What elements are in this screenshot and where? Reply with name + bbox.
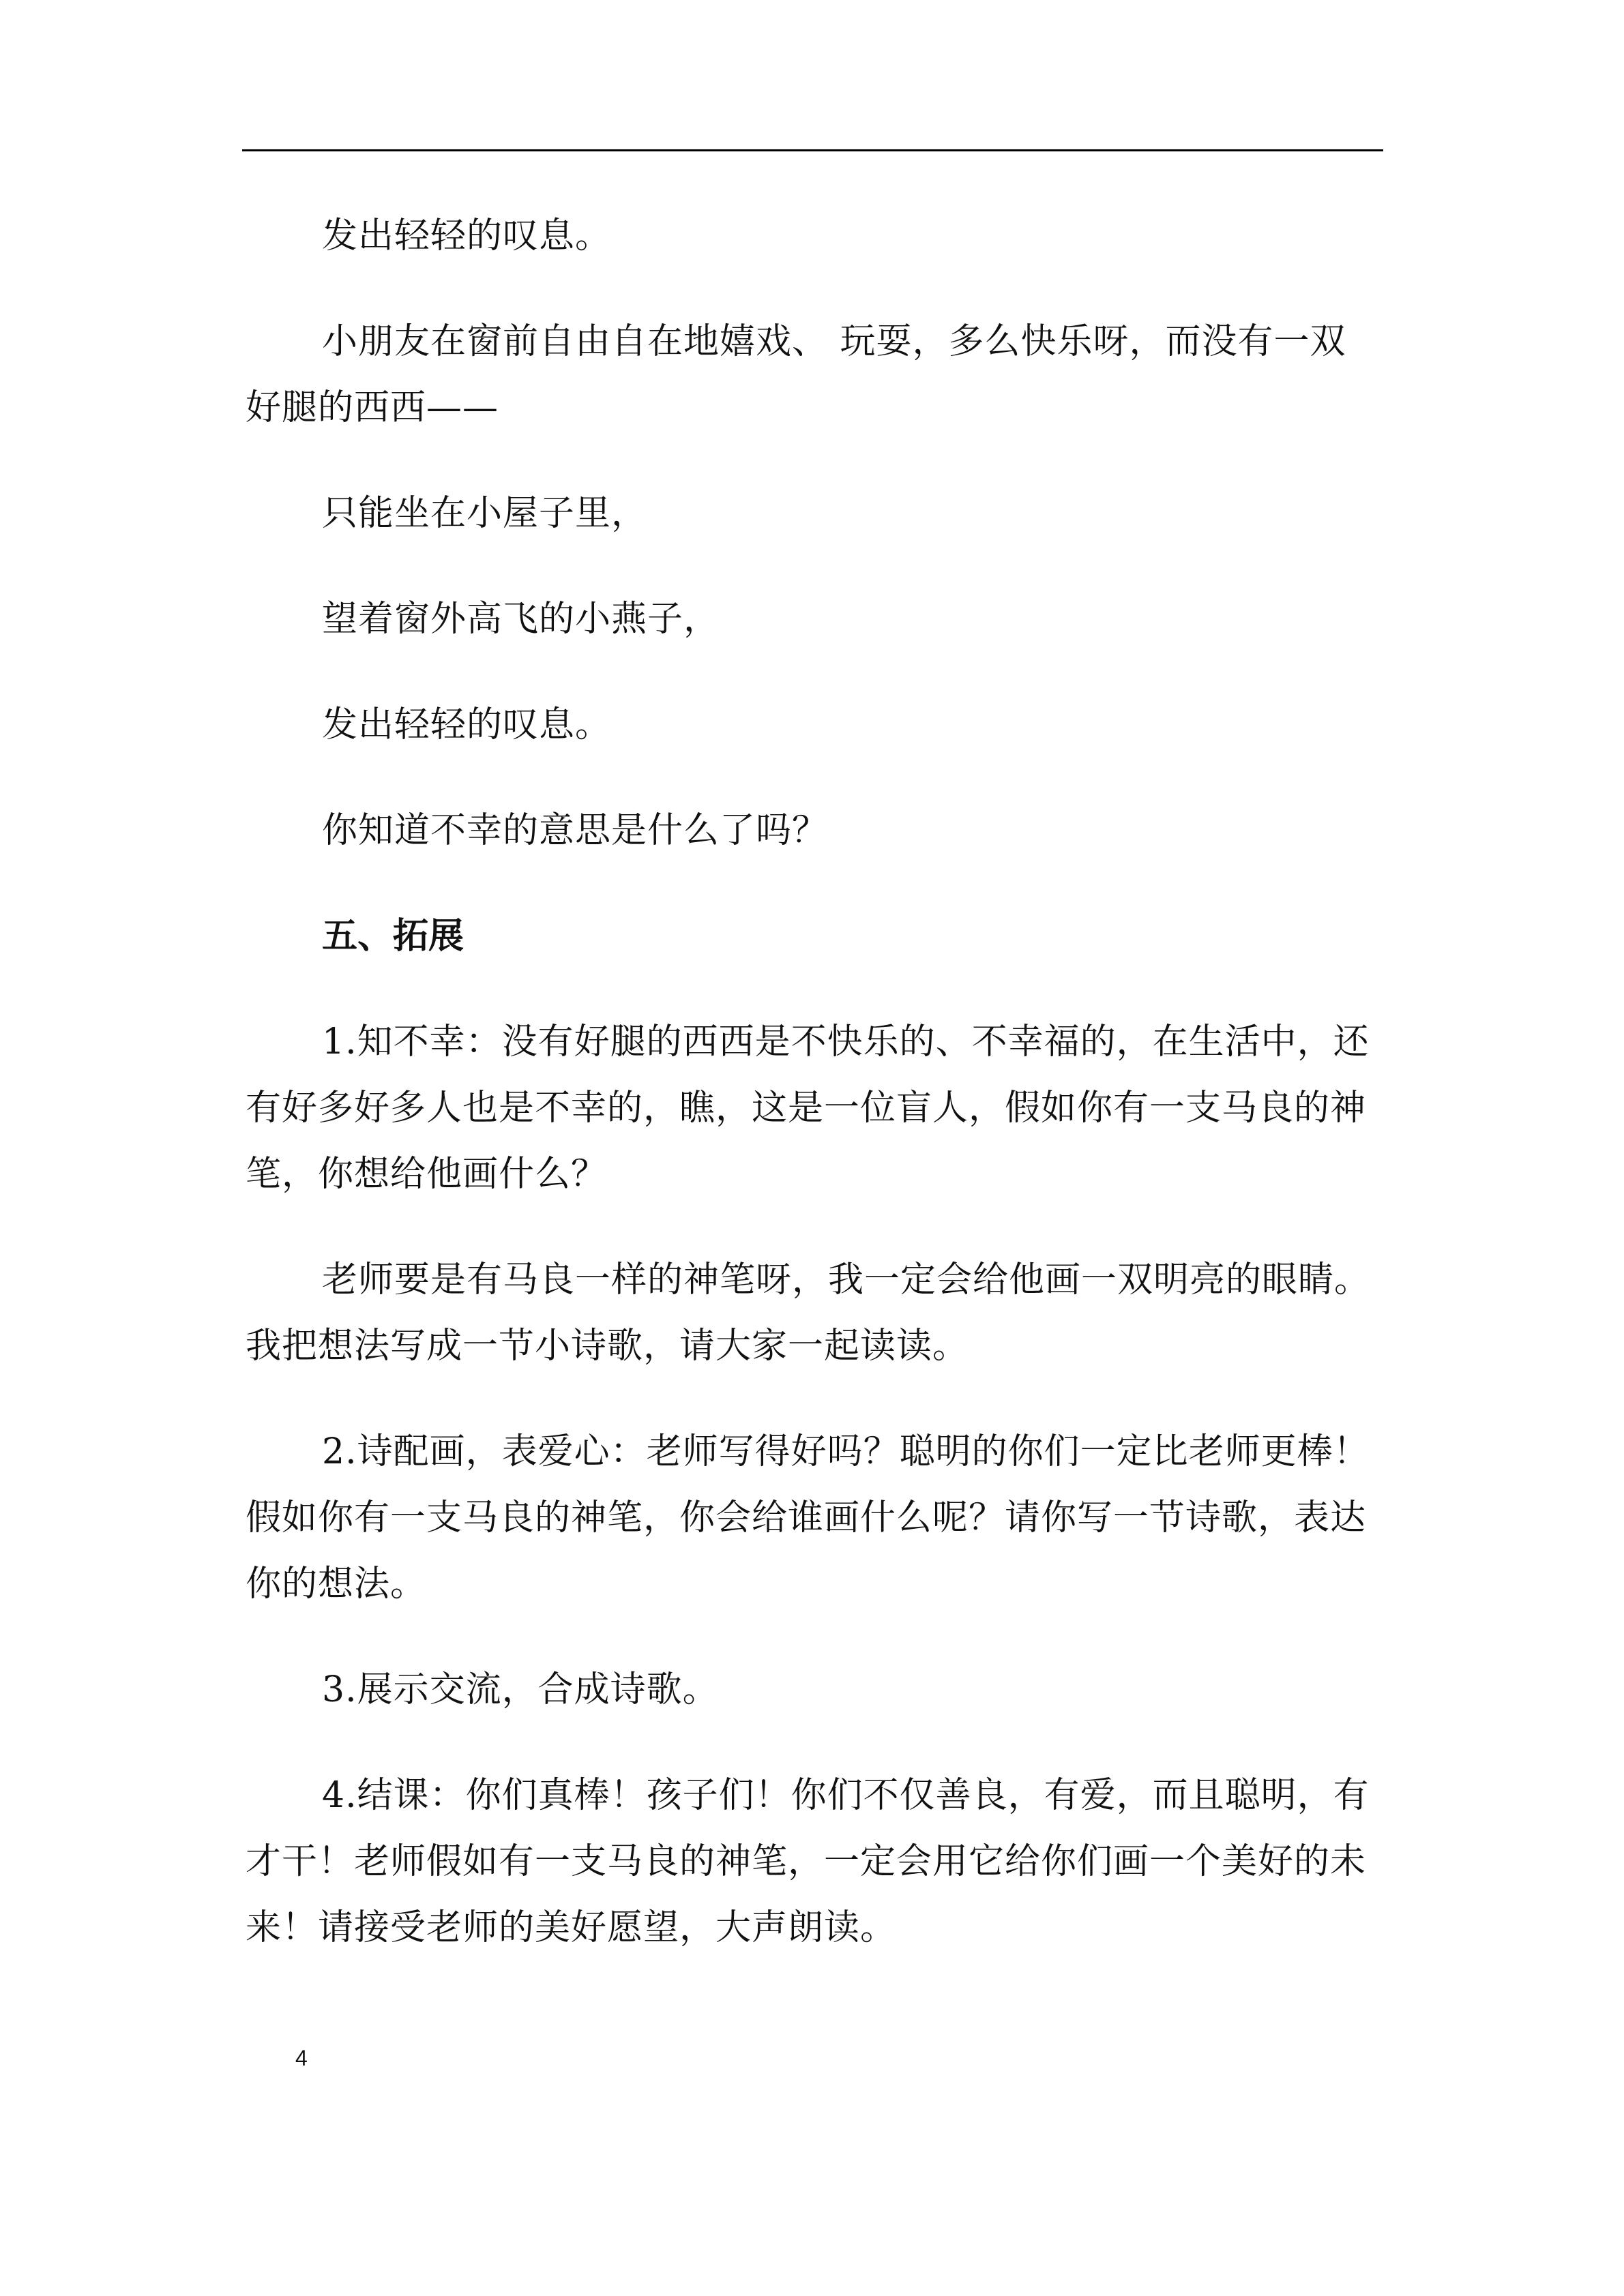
- section-heading: 五、拓展: [322, 916, 464, 957]
- paragraph: 只能坐在小屋子里，: [322, 493, 648, 534]
- paragraph: 你知道不幸的意思是什么了吗？: [322, 810, 829, 851]
- section-paragraph: 2.诗配画，表爱心：老师写得好吗？聪明的你们一定比老师更棒！假如你有一支马良的神笔，你会给谁画什么呢？请你写一节诗歌，表达你的想法。: [246, 1431, 1370, 1605]
- header-rule: [242, 149, 1383, 151]
- section-paragraph: 4.结课：你们真棒！孩子们！你们不仅善良，有爱，而且聪明，有才干！老师假如有一支马良的神笔，一定会用它给你们画一个美好的未来！请接受老师的美好愿望，大声朗读。: [246, 1775, 1370, 1948]
- section-paragraph: 3.展示交流，合成诗歌。: [322, 1669, 719, 1710]
- section-paragraph: 老师要是有马良一样的神笔呀，我一定会给他画一双明亮的眼睛。我把想法写成一节小诗歌，请大家一起读读。: [246, 1259, 1371, 1367]
- paragraph: 发出轻轻的叹息。: [322, 215, 612, 256]
- paragraph: 小朋友在窗前自由自在地嬉戏、 玩耍，多么快乐呀，而没有一双好腿的西西——: [246, 321, 1346, 428]
- page-number: 4: [295, 2046, 308, 2070]
- page-body: [246, 203, 1381, 2001]
- paragraph: 发出轻轻的叹息。: [322, 704, 612, 745]
- section-paragraph: 1.知不幸：没有好腿的西西是不快乐的、不幸福的，在生活中，还有好多好多人也是不幸的，瞧，这是一位盲人，假如你有一支马良的神笔，你想给他画什么？: [246, 1022, 1370, 1195]
- paragraph: 望着窗外高飞的小燕子，: [322, 599, 720, 640]
